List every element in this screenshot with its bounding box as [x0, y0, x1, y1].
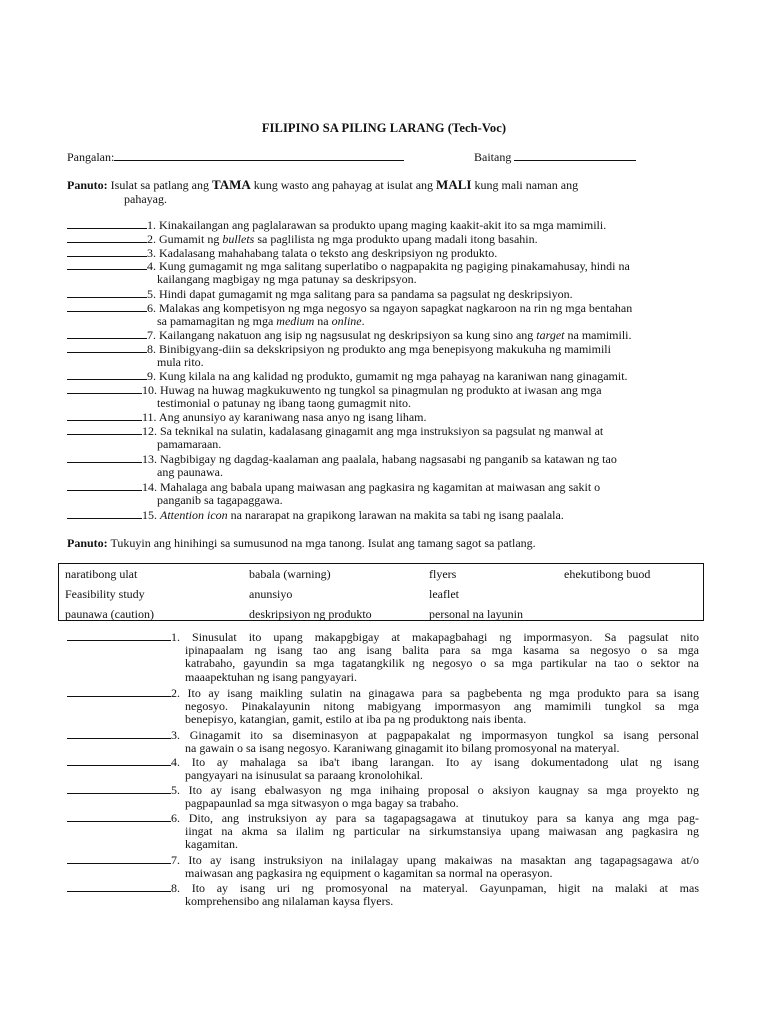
id-item — [67, 811, 699, 852]
item-text: Hindi dapat gumagamit ng mga salitang para sa pandama sa pagsulat ng deskripsiyon. — [159, 287, 573, 301]
tf-item — [67, 480, 600, 507]
item-number: 2. — [147, 232, 156, 246]
item-text: Sinusulat ito upang makapgbigay at makapagbahagi ng impormasyon. Sa pagsulat nito — [192, 630, 699, 644]
word-bank-term: deskripsiyon ng produkto — [249, 607, 372, 621]
item-text: Dito, ang instruksiyon ay para sa tagapagsagawa at tinutukoy para sa kanya ang mga pag- — [188, 811, 700, 825]
item-number: 6. — [171, 811, 180, 825]
item-text: . — [361, 314, 365, 329]
id-item — [67, 881, 699, 908]
word-bank-term: flyers — [429, 567, 457, 581]
item-text: pamamaraan. — [157, 437, 222, 452]
item-text: Ang anunsiyo ay karaniwang nasa anyo ng isang liham. — [158, 410, 427, 424]
tf-item — [67, 342, 611, 369]
item-number: 13. — [142, 452, 157, 466]
item-text: Ito ay mahalaga sa iba't ibang larangan. Ito ay isang dokumentadong ulat ng isang — [191, 755, 699, 769]
name-blank[interactable] — [114, 150, 404, 161]
grade-field[interactable] — [474, 150, 636, 165]
answer-blank[interactable] — [67, 686, 171, 697]
item-number: 2. — [171, 686, 180, 700]
answer-blank[interactable] — [67, 853, 171, 864]
item-text: mula rito. — [157, 355, 204, 370]
item-text: na nararapat na grapikong larawan na makita sa tabi ng isang paalala. — [227, 508, 564, 522]
directions-text: Isulat sa patlang ang — [110, 178, 209, 192]
item-text: Mahalaga ang babala upang maiwasan ang pagkasira ng kagamitan at maiwasan ang sakit o — [160, 480, 601, 494]
answer-blank[interactable] — [67, 410, 142, 421]
tf-item — [67, 232, 538, 246]
item-number: 14. — [142, 480, 157, 494]
word-bank-term: personal na layunin — [429, 607, 523, 621]
item-text: Gumamit ng — [159, 232, 223, 246]
tf-item — [67, 328, 632, 342]
answer-blank[interactable] — [67, 630, 171, 641]
answer-blank[interactable] — [67, 259, 147, 270]
word-bank-term: Feasibility study — [65, 587, 145, 601]
word-bank-term: babala (warning) — [249, 567, 331, 581]
worksheet-title: FILIPINO SA PILING LARANG (Tech-Voc) — [261, 121, 507, 135]
part2-directions — [67, 536, 536, 551]
tf-item — [67, 383, 602, 410]
item-text-em: target — [536, 328, 565, 342]
item-text: Ginagamit ito sa diseminasyon at pagpapakalat ng impormasyon tungkol sa isang personal — [189, 728, 699, 742]
item-text: negosyo. Pinakalayunin nitong mabigyang impormasyon ang mamimili tungkol sa mga — [185, 699, 699, 714]
item-number: 7. — [171, 853, 180, 867]
answer-blank[interactable] — [67, 452, 142, 463]
item-number: 1. — [147, 218, 156, 232]
item-text: komprehensibo ang nilalaman kaysa flyers. — [185, 894, 394, 909]
item-text-em: Attention icon — [160, 508, 228, 522]
item-text: na mamimili. — [564, 328, 632, 342]
id-item — [67, 755, 699, 782]
item-number: 4. — [171, 755, 180, 769]
item-text: Nagbibigay ng dagdag-kaalaman ang paalala, habang nagsasabi ng panganib sa katawan ng tao — [160, 452, 617, 466]
id-item — [67, 686, 699, 727]
tf-item — [67, 410, 427, 424]
item-text: Sa teknikal na sulatin, kadalasang ginagamit ang mga instruksiyon sa pagsulat ng manwal at — [160, 424, 604, 438]
id-item — [67, 783, 699, 810]
answer-blank[interactable] — [67, 369, 147, 380]
item-number: 11. — [142, 410, 157, 424]
item-text: na — [314, 314, 332, 329]
item-text: Kadalasang mahahabang talata o teksto ang deskripsiyon ng produkto. — [159, 246, 498, 260]
item-number: 4. — [147, 259, 156, 273]
tf-item — [67, 508, 564, 522]
item-number: 3. — [171, 728, 180, 742]
answer-blank[interactable] — [67, 755, 171, 766]
item-text: sa paglilista ng mga produkto upang madali itong basahin. — [254, 232, 538, 246]
answer-blank[interactable] — [67, 218, 147, 229]
item-text-em: online — [331, 314, 362, 329]
item-text: panganib sa tagapaggawa. — [157, 493, 283, 508]
word-bank-term: ehekutibong buod — [564, 567, 651, 581]
mali-keyword: MALI — [436, 177, 472, 192]
name-field[interactable] — [67, 150, 404, 165]
directions-label: Panuto: — [67, 536, 108, 550]
answer-blank[interactable] — [67, 383, 142, 394]
item-number: 7. — [147, 328, 156, 342]
answer-blank[interactable] — [67, 424, 142, 435]
item-number: 15. — [142, 508, 157, 522]
item-text: maaapektuhan ng isang pangyayari. — [185, 669, 357, 684]
item-text: kailangang magbigay ng mga patunay sa deskripsyon. — [157, 272, 417, 287]
grade-blank[interactable] — [514, 150, 636, 161]
answer-blank[interactable] — [67, 881, 171, 892]
word-bank-term: naratibong ulat — [65, 567, 138, 581]
word-bank-term: leaflet — [429, 587, 459, 601]
directions-text: kung mali naman ang — [474, 178, 579, 192]
item-number: 6. — [147, 301, 156, 315]
name-label: Pangalan: — [67, 150, 115, 164]
item-number: 8. — [147, 342, 156, 356]
item-text: Malakas ang kompetisyon ng mga negosyo sa ngayon sapagkat nagkaroon na rin ng mga bentahan — [159, 301, 633, 315]
word-bank-term: anunsiyo — [249, 587, 293, 601]
word-bank-box — [58, 563, 704, 621]
answer-blank[interactable] — [67, 342, 147, 353]
item-text: kagamitan. — [185, 837, 238, 852]
item-number: 9. — [147, 369, 156, 383]
item-text: maiwasan ang pagkasira ng equipment o kagamitan sa normal na operasyon. — [185, 866, 553, 881]
item-text: katrabaho, gayundin sa mga tagatangkilik ng negosyo o sa mga partikular na tao o sektor na — [185, 656, 699, 671]
item-text-em: bullets — [222, 232, 255, 246]
answer-blank[interactable] — [67, 728, 171, 739]
item-text: Ito ay isang instruksiyon na inilalagay upang makaiwas na masaktan ang tagapagsagawa at/o — [188, 853, 700, 867]
item-text: na gawain o sa isang negosyo. Karaniwang ginagamit ito bilang promosyonal na materyal. — [185, 741, 620, 756]
tf-item — [67, 301, 632, 328]
item-text: Ito ay isang uri ng promosyonal na materyal. Gayunpaman, higit na malaki at mas — [191, 881, 700, 895]
item-text: Kung gumagamit ng mga salitang superlatibo o nagpapakita ng pagiging pinakamahusay, hindi na — [159, 259, 630, 273]
item-text-em: medium — [276, 314, 315, 329]
item-text: benepisyo, katangian, gamit, estilo at iba pa ng produktong nais ibenta. — [185, 712, 527, 727]
directions-label: Panuto: — [67, 178, 108, 192]
answer-blank[interactable] — [67, 480, 142, 491]
id-item — [67, 728, 699, 755]
item-text: sa pamamagitan ng mga — [157, 314, 277, 329]
tf-item — [67, 259, 630, 286]
directions-text: Tukuyin ang hinihingi sa sumusunod na mga tanong. Isulat ang tamang sagot sa patlang. — [110, 536, 536, 550]
item-text: Ito ay isang maikling sulatin na ginagawa para sa pagbebenta ng mga produkto para sa isang — [187, 686, 700, 700]
item-number: 5. — [147, 287, 156, 301]
item-text: testimonial o patunay ng ibang taong gumagmit nito. — [157, 396, 411, 411]
answer-blank[interactable] — [67, 811, 171, 822]
item-text: Kailangang nakatuon ang isip ng nagsusulat ng deskripsiyon sa kung sino ang — [159, 328, 537, 342]
tf-item — [67, 424, 603, 451]
word-bank-term: paunawa (caution) — [65, 607, 154, 621]
answer-blank[interactable] — [67, 232, 147, 243]
item-text: ang paunawa. — [157, 465, 223, 480]
item-text: Ito ay isang ebalwasyon ng mga inihaing proposal o aksiyon kaugnay sa mga proyekto ng — [188, 783, 700, 797]
tf-item — [67, 452, 617, 479]
answer-blank[interactable] — [67, 783, 171, 794]
answer-blank[interactable] — [67, 246, 147, 257]
answer-blank[interactable] — [67, 287, 147, 298]
grade-label: Baitang — [474, 150, 512, 164]
item-text: Huwag na huwag magkukuwento ng tungkol sa pinagmulan ng produkto at iwasan ang mga — [160, 383, 602, 397]
item-number: 1. — [171, 630, 180, 644]
item-text: pangyayari na isinusulat sa paraang kronolohikal. — [185, 768, 423, 783]
tf-item — [67, 218, 606, 232]
item-number: 5. — [171, 783, 180, 797]
item-number: 3. — [147, 246, 156, 260]
item-number: 8. — [171, 881, 180, 895]
part1-directions — [67, 178, 578, 192]
item-text: Kung kilala na ang kalidad ng produkto, gumamit ng mga pahayag na karaniwan nang ginagamit. — [159, 369, 628, 383]
item-text: iingat na akma sa ilalim ng particular na sirkumstansiya upang maiwasan ang pagkasira ng — [185, 824, 699, 839]
answer-blank[interactable] — [67, 508, 142, 519]
directions-line2: pahayag. — [124, 192, 167, 206]
id-item — [67, 630, 699, 684]
item-number: 10. — [142, 383, 157, 397]
item-text: Kinakailangan ang paglalarawan sa produkto upang maging kaakit-akit ito sa mga mamimili. — [159, 218, 607, 232]
directions-text: kung wasto ang pahayag at isulat ang — [253, 178, 434, 192]
tf-item — [67, 287, 573, 301]
answer-blank[interactable] — [67, 301, 147, 312]
item-text: Binibigyang-diin sa dekskripsiyon ng produkto ang mga benepisyong makukuha ng mamimili — [159, 342, 611, 356]
answer-blank[interactable] — [67, 328, 147, 339]
item-number: 12. — [142, 424, 157, 438]
item-text: pagpapaunlad sa mga sitwasyon o mga bagay sa trabaho. — [185, 796, 459, 811]
item-text: ipinapaalam ng isang tao ang isang balita para sa mga kasama sa negosyo o sa mga — [185, 643, 699, 658]
id-item — [67, 853, 699, 880]
tama-keyword: TAMA — [211, 177, 251, 192]
tf-item — [67, 369, 628, 383]
